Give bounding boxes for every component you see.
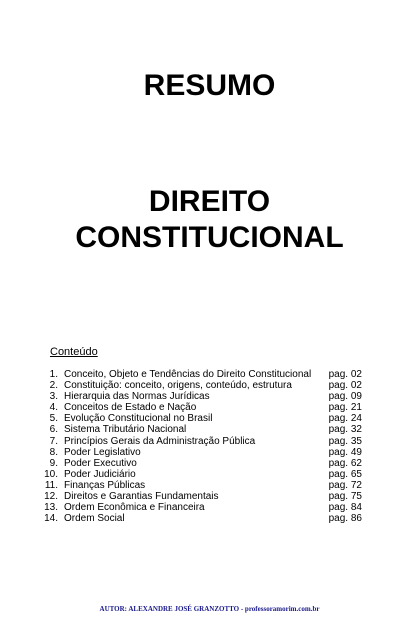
toc-item-page: pag. 21 (328, 402, 362, 414)
title-resumo: RESUMO (143, 69, 276, 102)
document-title (0, 68, 419, 104)
toc-item-page: pag. 75 (328, 491, 362, 503)
toc-item-page: pag. 02 (328, 380, 362, 392)
toc-item (34, 369, 364, 380)
table-of-contents (34, 369, 364, 524)
toc-item (34, 513, 364, 524)
toc-item-page: pag. 84 (328, 502, 362, 514)
toc-item (34, 436, 364, 447)
toc-item (34, 502, 364, 513)
toc-item-number: 4. (49, 402, 58, 414)
toc-item-label: Ordem Social (64, 513, 125, 525)
toc-item-page: pag. 09 (328, 391, 362, 403)
toc-item-label: Conceitos de Estado e Nação (64, 402, 197, 414)
toc-item (34, 458, 364, 469)
toc-item-number: 9. (49, 457, 58, 469)
toc-item-label: Poder Executivo (64, 457, 137, 469)
toc-item (34, 391, 364, 402)
toc-item-number: 10. (44, 468, 58, 480)
toc-item-number: 8. (49, 446, 58, 458)
toc-item (34, 491, 364, 502)
toc-item-label: Finanças Públicas (64, 479, 146, 491)
document-subtitle (0, 184, 419, 256)
toc-item-page: pag. 65 (328, 468, 362, 480)
toc-item-label: Ordem Econômica e Financeira (64, 502, 205, 514)
toc-item (34, 380, 364, 391)
toc-item-number: 6. (49, 424, 58, 436)
toc-item-page: pag. 32 (328, 424, 362, 436)
toc-item-number: 12. (44, 491, 58, 503)
toc-item-page: pag. 02 (328, 369, 362, 380)
title-direito: DIREITO (148, 185, 271, 218)
toc-item (34, 480, 364, 491)
footer-author: AUTOR: ALEXANDRE JOSÉ GRANZOTTO - professoramorim.com.br (99, 605, 320, 613)
toc-item-number: 7. (49, 435, 58, 447)
toc-item-number: 3. (49, 391, 58, 403)
toc-item-number: 11. (44, 479, 58, 491)
toc-item-label: Direitos e Garantias Fundamentais (64, 491, 219, 503)
toc-item-page: pag. 49 (328, 446, 362, 458)
toc-item-page: pag. 24 (328, 413, 362, 425)
toc-item-page: pag. 35 (328, 435, 362, 447)
toc-item (34, 424, 364, 435)
toc-item-number: 2. (49, 380, 58, 392)
toc-item (34, 447, 364, 458)
toc-item-label: Hierarquia das Normas Jurídicas (64, 391, 210, 403)
toc-item-label: Constituição: conceito, origens, conteúdo, estrutura (64, 380, 292, 392)
title-constitucional: CONSTITUCIONAL (75, 221, 344, 254)
toc-item-page: pag. 72 (328, 479, 362, 491)
toc-item (34, 402, 364, 413)
toc-item-label: Conceito, Objeto e Tendências do Direito Constitucional (64, 369, 312, 380)
toc-item-page: pag. 62 (328, 457, 362, 469)
toc-item-number: 1. (49, 369, 58, 380)
toc-item-label: Evolução Constitucional no Brasil (64, 413, 213, 425)
toc-item-number: 13. (44, 502, 58, 514)
toc-heading: Conteúdo (50, 346, 98, 358)
toc-item-number: 5. (49, 413, 58, 425)
toc-item (34, 469, 364, 480)
toc-item-label: Poder Judiciário (64, 468, 136, 480)
toc-item-number: 14. (44, 513, 58, 525)
toc-item-page: pag. 86 (328, 513, 362, 525)
toc-item-label: Sistema Tributário Nacional (64, 424, 187, 436)
toc-item-label: Princípios Gerais da Administração Pública (64, 435, 256, 447)
toc-item (34, 413, 364, 424)
toc-item-label: Poder Legislativo (64, 446, 141, 458)
